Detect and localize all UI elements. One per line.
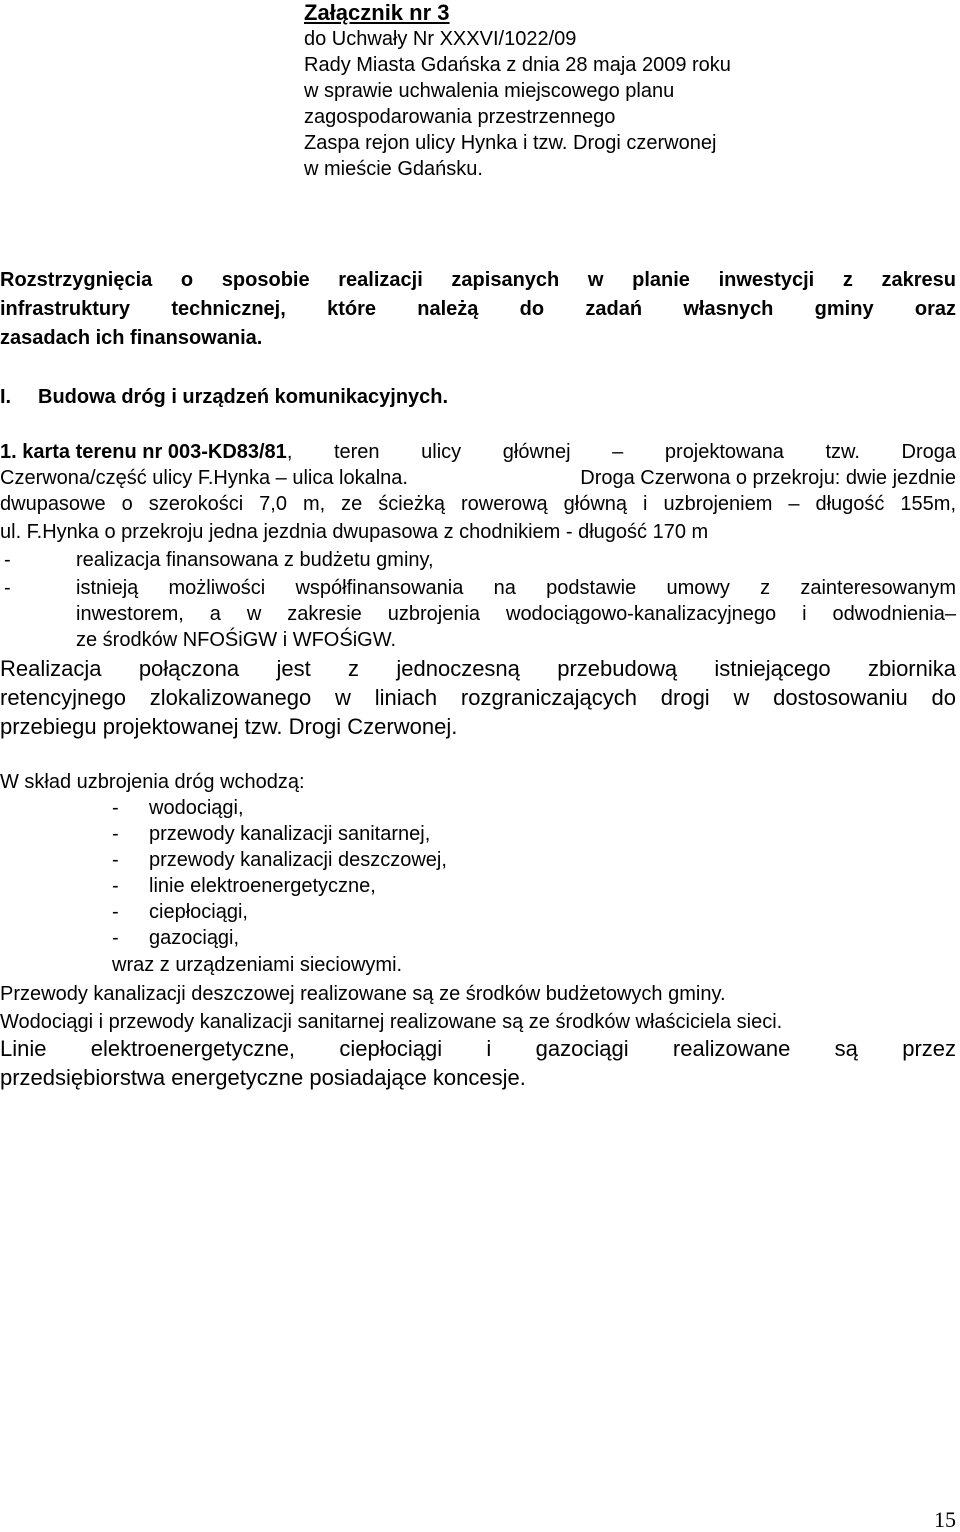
item1-bullet-2-cont-2: ze środków NFOŚiGW i WFOŚiGW. (76, 629, 397, 651)
section-title: Budowa dróg i urządzeń komunikacyjnych. (38, 386, 449, 408)
financing-line-1: Przewody kanalizacji deszczowej realizowane są ze środków budżetowych gminy. (0, 983, 726, 1005)
attachment-title: Załącznik nr 3 (304, 0, 450, 25)
item1-line-1 (0, 439, 956, 465)
heading-line-2: infrastruktury technicznej, które należą do zadań własnych gminy oraz (0, 298, 956, 320)
attachment-line-4: zagospodarowania przestrzennego (304, 106, 616, 128)
uzbrojenie-item-1: wodociągi, (149, 797, 244, 819)
item1-line-2b: Droga Czerwona o przekroju: dwie jezdnie (580, 467, 956, 489)
attachment-line-6: w mieście Gdańsku. (304, 158, 483, 180)
item1-label: 1. karta terenu nr 003-KD83/81 (0, 441, 287, 463)
item1-line-2 (0, 465, 956, 491)
heading-line-3: zasadach ich finansowania. (0, 327, 263, 349)
realizacja-line-1: Realizacja połączona jest z jednoczesną przebudową istniejącego zbiornika (0, 656, 956, 681)
item1-bullet-1: realizacja finansowana z budżetu gminy, (76, 549, 434, 571)
list-dash: - (112, 927, 119, 949)
attachment-line-2: Rady Miasta Gdańska z dnia 28 maja 2009 roku (304, 54, 731, 76)
list-dash: - (112, 797, 119, 819)
uzbrojenie-intro: W skład uzbrojenia dróg wchodzą: (0, 771, 305, 793)
uzbrojenie-item-2: przewody kanalizacji sanitarnej, (149, 823, 431, 845)
item1-line-3: dwupasowe o szerokości 7,0 m, ze ścieżką rowerową główną i uzbrojeniem – długość 155m, (0, 493, 956, 515)
list-dash: - (112, 849, 119, 871)
list-dash: - (112, 823, 119, 845)
realizacja-line-2: retencyjnego zlokalizowanego w liniach rozgraniczających drogi w dostosowaniu do (0, 685, 956, 710)
heading-line-1: Rozstrzygnięcia o sposobie realizacji zapisanych w planie inwestycji z zakresu (0, 269, 956, 291)
bullet-dash: - (4, 577, 11, 599)
uzbrojenie-item-6: gazociągi, (149, 927, 240, 949)
attachment-line-3: w sprawie uchwalenia miejscowego planu (304, 80, 675, 102)
attachment-line-1: do Uchwały Nr XXXVI/1022/09 (304, 28, 577, 50)
realizacja-line-3: przebiegu projektowanej tzw. Drogi Czerwonej. (0, 714, 458, 739)
uzbrojenie-item-5: ciepłociągi, (149, 901, 248, 923)
list-dash: - (112, 875, 119, 897)
final-line-1: Linie elektroenergetyczne, ciepłociągi i gazociągi realizowane są przez (0, 1036, 956, 1061)
bullet-dash: - (4, 549, 11, 571)
item1-bullet-2-cont-1: inwestorem, a w zakresie uzbrojenia wodociągowo-kanalizacyjnego i odwodnienia– (76, 603, 956, 625)
item1-line-2a: Czerwona/część ulicy F.Hynka – ulica lokalna. (0, 467, 408, 489)
financing-line-2: Wodociągi i przewody kanalizacji sanitarnej realizowane są ze środków właściciela sieci. (0, 1011, 783, 1033)
uzbrojenie-item-3: przewody kanalizacji deszczowej, (149, 849, 447, 871)
item1-line-4: ul. F.Hynka o przekroju jedna jezdnia dwupasowa z chodnikiem - długość 170 m (0, 521, 709, 543)
item1-bullet-2: istnieją możliwości współfinansowania na podstawie umowy z zainteresowanym (76, 577, 956, 599)
section-number: I. (0, 386, 12, 408)
uzbrojenie-item-4: linie elektroenergetyczne, (149, 875, 376, 897)
page-number: 15 (934, 1507, 956, 1532)
uzbrojenie-closing: wraz z urządzeniami sieciowymi. (112, 954, 403, 976)
item1-line-1-rest: , teren ulicy głównej – projektowana tzw. Droga (286, 441, 956, 463)
final-line-2: przedsiębiorstwa energetyczne posiadające koncesje. (0, 1065, 526, 1090)
attachment-line-5: Zaspa rejon ulicy Hynka i tzw. Drogi czerwonej (304, 132, 717, 154)
list-dash: - (112, 901, 119, 923)
